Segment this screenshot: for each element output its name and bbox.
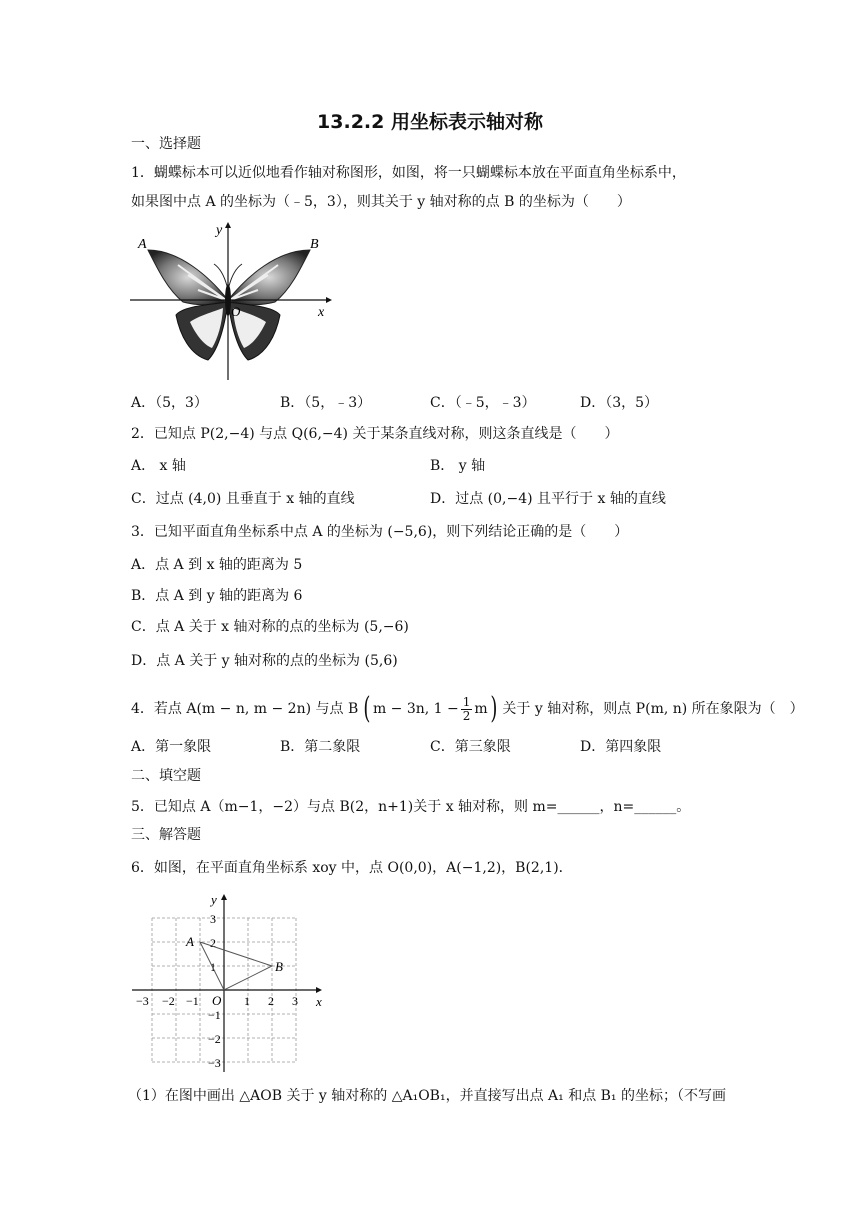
q3-option-a: A．点 A 到 x 轴的距离为 5 (131, 557, 303, 573)
q3-option-b: B．点 A 到 y 轴的距离为 6 (131, 588, 303, 604)
x-tick-label: −1 (186, 994, 199, 1008)
page-title: 13.2.2 用坐标表示轴对称 (317, 111, 543, 133)
grid-origin-label: O (212, 993, 222, 1008)
q1-option-a: A．（5，3） (131, 395, 208, 411)
y-tick-label: −2 (208, 1032, 221, 1046)
x-tick-label: 1 (244, 994, 250, 1008)
q3-option-d: D．点 A 关于 y 轴对称的点的坐标为 (5,6) (131, 653, 398, 669)
y-tick-label: 2 (210, 936, 216, 950)
x-tick-label: 2 (268, 994, 274, 1008)
butterfly-origin-label: O (231, 304, 241, 319)
y-tick-label: 3 (210, 912, 216, 926)
grid-x-label: x (316, 994, 322, 1009)
q4-stem-part-b: 关于 y 轴对称，则点 P(m, n) 所在象限为（ ） (502, 701, 804, 717)
paren-right-icon: ) (490, 691, 498, 726)
q2-option-c: C．过点 (4,0) 且垂直于 x 轴的直线 (131, 491, 355, 507)
q1-option-b: B．（5，﹣3） (280, 395, 372, 411)
q2-stem: 2．已知点 P(2,−4) 与点 Q(6,−4) 关于某条直线对称，则这条直线是（ ） (131, 426, 619, 442)
q4-option-d: D．第四象限 (580, 739, 662, 755)
x-tick-label: 3 (292, 994, 298, 1008)
coordinate-grid-figure (128, 888, 338, 1078)
grid-point-b-label: B (275, 959, 283, 974)
y-tick-label: −3 (208, 1056, 221, 1070)
q4-stem-part-a: 4．若点 A(m − n, m − 2n) 与点 B (131, 701, 359, 717)
q1-option-c: C．（﹣5，﹣3） (430, 395, 536, 411)
y-tick-label: −1 (208, 1008, 221, 1022)
y-arrow-icon (221, 894, 227, 900)
section-fill-heading: 二、填空题 (131, 768, 201, 784)
butterfly-y-label: y (216, 223, 223, 238)
y-tick-label: 1 (210, 960, 216, 974)
q1-option-d: D．（3，5） (580, 395, 659, 411)
q1-line1: 1．蝴蝶标本可以近似地看作轴对称图形，如图，将一只蝴蝶标本放在平面直角坐标系中， (131, 165, 686, 181)
q4-frac-post: m (474, 701, 488, 717)
q1-line2: 如果图中点 A 的坐标为（﹣5，3），则其关于 y 轴对称的点 B 的坐标为（ ） (131, 194, 631, 210)
q6-stem: 6．如图，在平面直角坐标系 xoy 中，点 O(0,0)，A(−1,2)，B(2,1)． (131, 860, 573, 876)
x-arrow-icon (326, 297, 332, 303)
butterfly-point-b-label: B (310, 237, 319, 252)
q4-frac-pre: m − 3n, 1 − (372, 701, 459, 717)
x-arrow-icon (316, 987, 322, 993)
q4-point-b-coords (361, 691, 499, 726)
grid-y-label: y (211, 892, 217, 907)
q2-option-a: A． x 轴 (131, 458, 186, 474)
q4-option-b: B．第二象限 (280, 739, 361, 755)
q4-frac-den: 2 (462, 708, 471, 723)
q4-option-a: A．第一象限 (131, 739, 212, 755)
grid-point-a-label: A (186, 934, 194, 949)
q6-part1: （1）在图中画出 △AOB 关于 y 轴对称的 △A₁OB₁，并直接写出点 A₁ 和点 B₁ 的坐标；（不写画 (128, 1088, 726, 1104)
x-tick-label: −3 (136, 994, 149, 1008)
q4-frac-num: 1 (462, 694, 471, 709)
q2-option-d: D．过点 (0,−4) 且平行于 x 轴的直线 (430, 491, 666, 507)
q5-text: 5．已知点 A（m−1，−2）与点 B(2，n+1)关于 x 轴对称，则 m=______，n=______。 (131, 799, 691, 815)
q4-fraction (461, 696, 473, 723)
butterfly-x-label: x (318, 305, 325, 320)
y-arrow-icon (225, 222, 231, 228)
paren-left-icon: ( (363, 691, 371, 726)
x-tick-label: −2 (162, 994, 175, 1008)
q4-option-c: C．第三象限 (430, 739, 511, 755)
butterfly-icon (148, 250, 310, 360)
q3-stem: 3．已知平面直角坐标系中点 A 的坐标为 (−5,6)，则下列结论正确的是（ ） (131, 524, 629, 540)
butterfly-point-a-label: A (138, 237, 147, 252)
q2-option-b: B． y 轴 (430, 458, 486, 474)
q3-option-c: C．点 A 关于 x 轴对称的点的坐标为 (5,−6) (131, 619, 409, 635)
section-choice-heading: 一、选择题 (131, 136, 201, 152)
section-answer-heading: 三、解答题 (131, 827, 201, 843)
butterfly-figure (128, 220, 338, 385)
q4-stem (131, 691, 804, 726)
